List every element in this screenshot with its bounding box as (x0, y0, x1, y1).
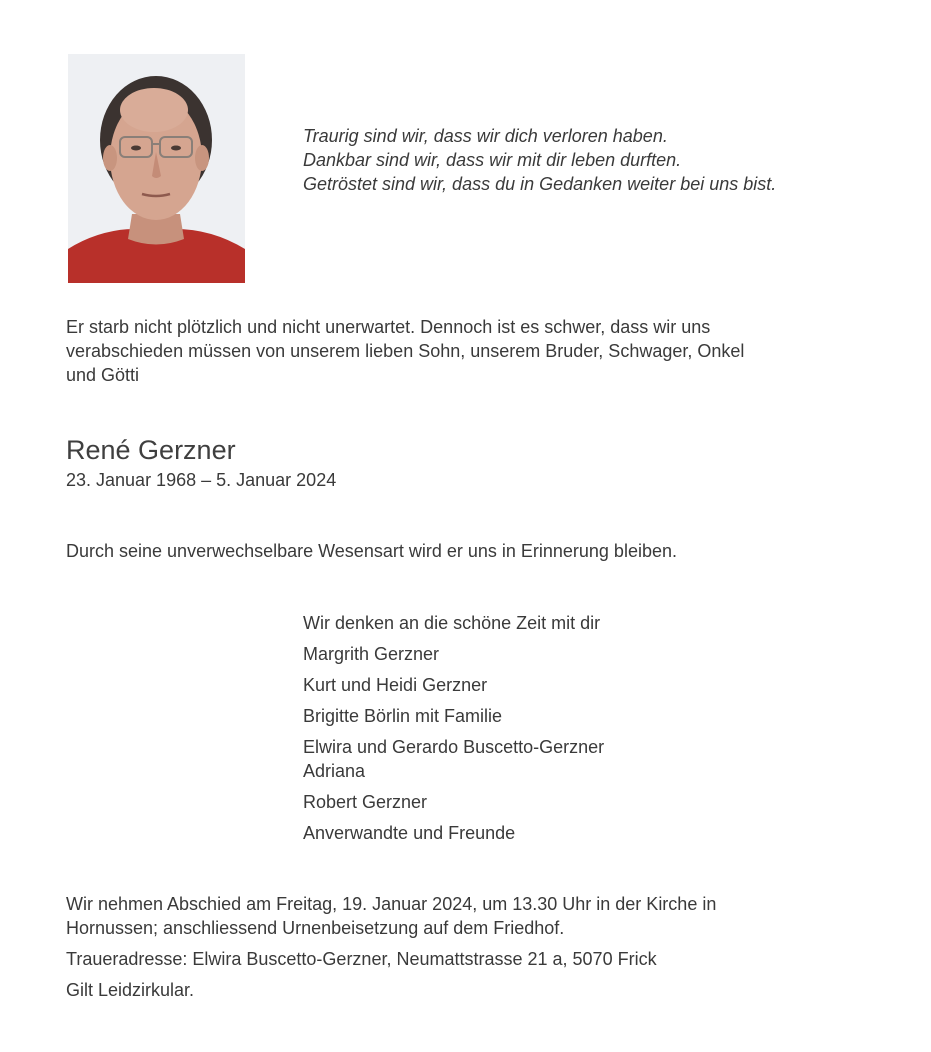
mourner-entry (303, 611, 604, 635)
mourner-entry (303, 790, 604, 814)
mourner-entry (303, 642, 604, 666)
memory-text: Durch seine unverwechselbare Wesensart wird er uns in Erinnerung bleiben. (66, 541, 677, 561)
mourner-entry (303, 673, 604, 697)
portrait-photo (68, 54, 245, 283)
mourners-list (303, 611, 604, 852)
mourner-line: Robert Gerzner (303, 792, 428, 812)
mourner-line: Margrith Gerzner (303, 644, 440, 664)
intro-line: verabschieden müssen von unserem lieben Sohn, unserem Bruder, Schwager, Onkel (66, 341, 745, 361)
mourner-line: Kurt und Heidi Gerzner (303, 675, 488, 695)
verse-line: Dankbar sind wir, dass wir mit dir leben durften. (303, 150, 682, 170)
mourner-entry (303, 735, 604, 783)
life-dates: 23. Januar 1968 – 5. Januar 2024 (66, 470, 337, 490)
service-line: Hornussen; anschliessend Urnenbeisetzung auf dem Friedhof. (66, 918, 565, 938)
mourner-line: Adriana (303, 761, 366, 781)
intro-text (66, 315, 866, 387)
mourner-line: Anverwandte und Freunde (303, 823, 516, 843)
farewell-section (66, 892, 866, 1009)
mourner-line: Elwira und Gerardo Buscetto-Gerzner (303, 737, 605, 757)
mourner-entry (303, 821, 604, 845)
verse (303, 124, 776, 196)
mourner-entry (303, 704, 604, 728)
verse-line: Getröstet sind wir, dass du in Gedanken weiter bei uns bist. (303, 174, 777, 194)
verse-line: Traurig sind wir, dass wir dich verloren haben. (303, 126, 668, 146)
mourning-address: Traueradresse: Elwira Buscetto-Gerzner, Neumattstrasse 21 a, 5070 Frick (66, 949, 657, 969)
mourner-line: Wir denken an die schöne Zeit mit dir (303, 613, 601, 633)
mourner-line: Brigitte Börlin mit Familie (303, 706, 503, 726)
service-info (66, 892, 866, 940)
deceased-name: René Gerzner (66, 435, 236, 465)
intro-line: und Götti (66, 365, 140, 385)
circular-note: Gilt Leidzirkular. (66, 980, 195, 1000)
portrait-photo-icon (68, 54, 245, 283)
service-line: Wir nehmen Abschied am Freitag, 19. Januar 2024, um 13.30 Uhr in der Kirche in (66, 894, 717, 914)
intro-line: Er starb nicht plötzlich und nicht unerwartet. Dennoch ist es schwer, dass wir uns (66, 317, 711, 337)
